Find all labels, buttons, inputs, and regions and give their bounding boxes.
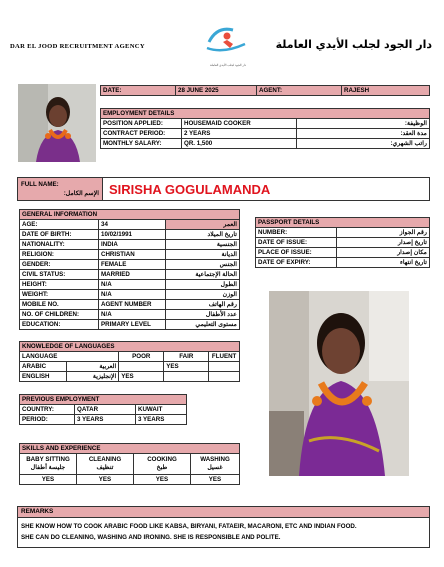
- row-label-ar: الجنسية: [166, 240, 240, 250]
- language-fluent: [209, 362, 240, 372]
- row-value: 34: [99, 220, 166, 230]
- date-agent-table: [100, 85, 430, 96]
- remarks-line-2: SHE CAN DO CLEANING, WASHING AND IRONING. SHE IS RESPONSIBLE AND POLITE.: [21, 534, 281, 541]
- skill-value: YES: [77, 475, 134, 485]
- row-label-ar: تاريخ إصدار: [337, 238, 430, 248]
- full-name-label-ar: الإسم الكامل:: [63, 190, 99, 197]
- full-name-value: SIRISHA GOGULAMANDA: [109, 182, 271, 197]
- skill-label: WASHING: [200, 456, 230, 463]
- row-label: NUMBER:: [256, 228, 337, 238]
- skills-title: SKILLS AND EXPERIENCE: [20, 444, 240, 454]
- skill-cooking: [134, 454, 191, 475]
- row-label: AGE:: [20, 220, 99, 230]
- row-label: MOBILE NO.: [20, 300, 99, 310]
- employment-table: [100, 108, 430, 149]
- row-value: MARRIED: [99, 270, 166, 280]
- employment-row: [101, 119, 430, 129]
- language-name-ar: العربية: [67, 362, 119, 372]
- candidate-photo-small: [18, 84, 96, 162]
- agency-logo: [203, 22, 253, 66]
- employment-row: [101, 139, 430, 149]
- full-name-label: FULL NAME:: [21, 181, 59, 188]
- col-header: FLUENT: [209, 352, 240, 362]
- row-value: N/A: [99, 290, 166, 300]
- row-label: NATIONALITY:: [20, 240, 99, 250]
- row-value: HOUSEMAID COOKER: [182, 119, 297, 129]
- row-label-ar: مكان إصدار: [337, 248, 430, 258]
- skill-label-ar: تنظيف: [96, 464, 114, 471]
- skill-value: YES: [134, 475, 191, 485]
- row-label-ar: الحالة الإجتماعية: [166, 270, 240, 280]
- skill-value: YES: [20, 475, 77, 485]
- remarks-body: [17, 518, 430, 548]
- row-label: CIVIL STATUS:: [20, 270, 99, 280]
- languages-table: [19, 341, 240, 382]
- row-label: RELIGION:: [20, 250, 99, 260]
- agent-value: RAJESH: [342, 86, 430, 96]
- country-label: COUNTRY:: [20, 405, 75, 415]
- employment-title: EMPLOYMENT DETAILS: [101, 109, 430, 119]
- col-header: LANGUAGE: [20, 352, 119, 362]
- row-label: DATE OF EXPIRY:: [256, 258, 337, 268]
- row-label: POSITION APPLIED:: [101, 119, 182, 129]
- language-fair: YES: [164, 362, 209, 372]
- skill-baby-sitting: [20, 454, 77, 475]
- row-label: NO. OF CHILDREN:: [20, 310, 99, 320]
- row-label-ar: العمر: [166, 220, 240, 230]
- language-name: ARABIC: [20, 362, 67, 372]
- row-label: HEIGHT:: [20, 280, 99, 290]
- remarks-line-1: SHE KNOW HOW TO COOK ARABIC FOOD LIKE KABSA, BIRYANI, FATAEIR, MACARONI, ETC AND INDIAN FOOD.: [21, 523, 357, 530]
- skill-value: YES: [191, 475, 240, 485]
- general-title: GENERAL INFORMATION: [20, 210, 240, 220]
- skill-washing: [191, 454, 240, 475]
- row-label: DATE OF ISSUE:: [256, 238, 337, 248]
- date-label: DATE:: [101, 86, 176, 96]
- row-value: QR. 1,500: [182, 139, 297, 149]
- period-label: PERIOD:: [20, 415, 75, 425]
- row-label-ar: الوظيفة:: [297, 119, 430, 129]
- remarks-header: [17, 506, 430, 518]
- row-label: GENDER:: [20, 260, 99, 270]
- languages-title: KNOWLEDGE OF LANGUAGES: [20, 342, 240, 352]
- row-label-ar: عدد الأطفال: [166, 310, 240, 320]
- agency-name-en: DAR EL JOOD RECRUITMENT AGENCY: [10, 43, 145, 50]
- row-label: WEIGHT:: [20, 290, 99, 300]
- skill-label-ar: طبخ: [156, 464, 168, 471]
- language-fair: [164, 372, 209, 382]
- previous-title: PREVIOUS EMPLOYMENT: [20, 395, 187, 405]
- country-value: QATAR: [75, 405, 136, 415]
- skill-label: COOKING: [147, 456, 177, 463]
- row-label: MONTHLY SALARY:: [101, 139, 182, 149]
- language-row: [20, 362, 240, 372]
- skill-label: CLEANING: [88, 456, 122, 463]
- remarks-title: REMARKS: [21, 508, 54, 515]
- row-value: CHRISTIAN: [99, 250, 166, 260]
- row-value: AGENT NUMBER: [99, 300, 166, 310]
- row-label: CONTRACT PERIOD:: [101, 129, 182, 139]
- language-poor: [119, 362, 164, 372]
- row-label-ar: الطول: [166, 280, 240, 290]
- row-label-ar: مستوى التعليمي: [166, 320, 240, 330]
- row-value: PRIMARY LEVEL: [99, 320, 166, 330]
- date-value: 28 JUNE 2025: [176, 86, 257, 96]
- row-label-ar: تاريخ الميلاد: [166, 230, 240, 240]
- language-row: [20, 372, 240, 382]
- row-label: PLACE OF ISSUE:: [256, 248, 337, 258]
- row-label-ar: تاريخ انتهاء: [337, 258, 430, 268]
- row-value: N/A: [99, 280, 166, 290]
- row-value: FEMALE: [99, 260, 166, 270]
- language-name: ENGLISH: [20, 372, 67, 382]
- col-header: FAIR: [164, 352, 209, 362]
- row-value: 2 YEARS: [182, 129, 297, 139]
- period-value: 3 YEARS: [136, 415, 187, 425]
- period-value: 3 YEARS: [75, 415, 136, 425]
- row-label-ar: رقم الجواز: [337, 228, 430, 238]
- row-value: INDIA: [99, 240, 166, 250]
- logo-icon: [203, 22, 253, 66]
- agent-label: AGENT:: [257, 86, 342, 96]
- skills-table: [19, 443, 240, 485]
- full-name-label-box: [17, 177, 103, 201]
- row-label-ar: راتب الشهري:: [297, 139, 430, 149]
- col-header: POOR: [119, 352, 164, 362]
- row-label: DATE OF BIRTH:: [20, 230, 99, 240]
- passport-title: PASSPORT DETAILS: [256, 218, 430, 228]
- candidate-photo-large: [269, 291, 409, 476]
- skill-cleaning: [77, 454, 134, 475]
- language-fluent: [209, 372, 240, 382]
- row-label-ar: الديانة: [166, 250, 240, 260]
- row-label-ar: مدة العقد:: [297, 129, 430, 139]
- language-poor: YES: [119, 372, 164, 382]
- row-label: EDUCATION:: [20, 320, 99, 330]
- language-name-ar: الإنجليزية: [67, 372, 119, 382]
- row-value: N/A: [99, 310, 166, 320]
- passport-table: [255, 217, 430, 268]
- agency-name-ar: دار الجود لجلب الأيدي العاملة: [275, 38, 432, 51]
- row-label-ar: الوزن: [166, 290, 240, 300]
- full-name-box: [103, 177, 430, 201]
- employment-row: [101, 129, 430, 139]
- logo-caption: دار الجود لجلب الأيدي العاملة: [210, 63, 246, 67]
- skill-label-ar: غسيل: [207, 464, 223, 471]
- row-label-ar: رقم الهاتف: [166, 300, 240, 310]
- skill-label: BABY SITTING: [26, 456, 70, 463]
- country-value: KUWAIT: [136, 405, 187, 415]
- skill-label-ar: جليسة أطفال: [30, 464, 66, 471]
- row-value: 10/02/1991: [99, 230, 166, 240]
- row-label-ar: الجنس: [166, 260, 240, 270]
- general-info-table: [19, 209, 240, 330]
- previous-employment-table: [19, 394, 187, 425]
